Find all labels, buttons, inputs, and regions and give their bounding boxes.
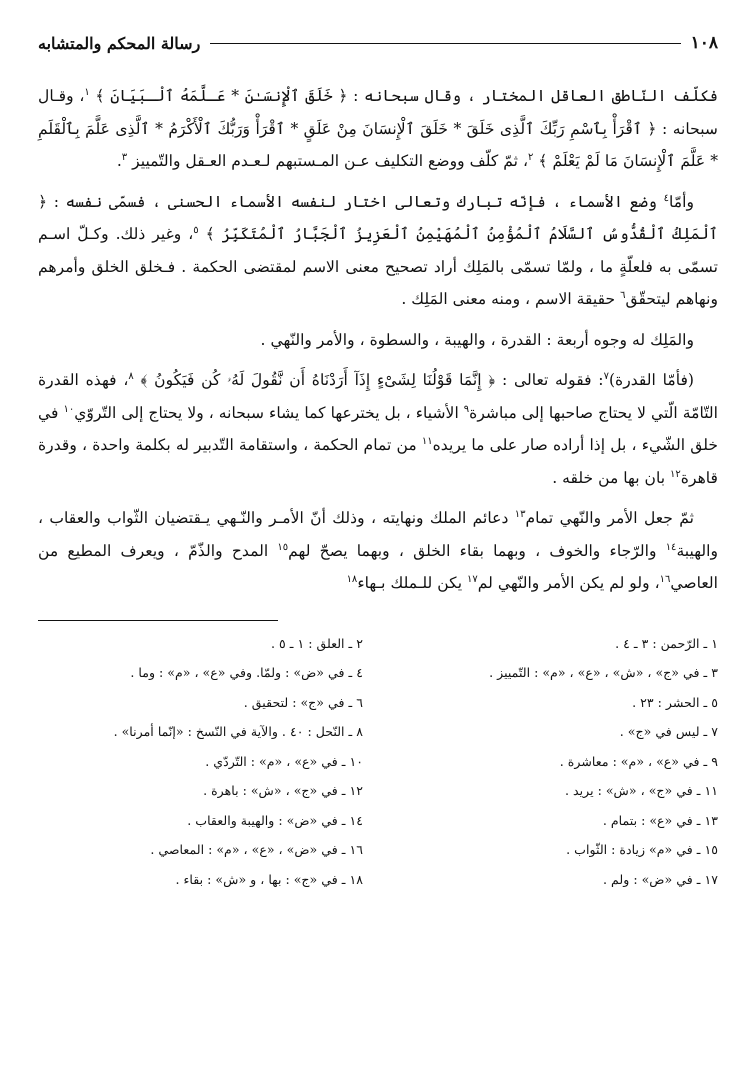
footnote: ٢ ـ العلق : ١ ـ ٥ .: [270, 635, 363, 651]
text-run: الأشياء ، بل يخترعها كما يشاء سبحانه ، ولا يحتاج إلى التّروّي: [74, 403, 464, 422]
footnote-marker: ٤: [663, 192, 670, 204]
text-run: وأمّا: [669, 192, 694, 211]
text-run: وضع الأسماء ، فإنّه تبارك وتعالى اختار لنفسه الأسماء الحسنى ، فسمّى نفسه : ﴿ ٱلْمَلِكُ ٱلْقُدُّوسُ ٱلسَّلَامُ ٱلْمُؤْمِنُ ٱلْمُهَيْمِنُ ٱلْعَزِيزُ ٱلْجَبَّارُ ٱلْمُتَكَبِّرُ ﴾: [38, 192, 718, 243]
footnote: ٣ ـ في «ج» ، «ش» ، «ع» ، «م» : التّمييز .: [489, 665, 718, 680]
text-run: يكن للـملك بـهاء: [357, 574, 467, 592]
text-run: المدح والذّمّ ، ويعرف المطيع من العاصي: [38, 541, 718, 592]
footnote-marker: ٢: [528, 151, 534, 163]
footnote: ٤ ـ في «ض» : ولمّا. وفي «ع» ، «م» : وما .: [130, 665, 363, 680]
text-run: .: [116, 152, 122, 170]
text-run: حقيقة الاسم ، ومنه معنى المَلِك .: [401, 290, 621, 308]
footnote: ١٧ ـ في «ض» : ولم .: [603, 871, 718, 887]
footnote-marker: ١١: [421, 435, 433, 447]
text-run: دعائم الملك ونهايته ، وذلك أنّ الأمـر والنّـهي يـقتضيان الثّواب والعقاب ، والهيبة: [38, 509, 719, 560]
text-run: ، وغير ذلك. وكـلّ اسـم تسمّى به فلعلّةٍ ما ، ولمّا تسمّى بالمَلِك أراد تصحيح معنى الاسم لمقتضى الحكمة . فـخلق الخلق وأمرهم ونهاهم ليتحقّق: [38, 225, 718, 308]
page-header: [38, 26, 718, 60]
paragraph: [38, 502, 718, 600]
footnote-marker: ١٢: [670, 468, 681, 480]
footnote-marker: ١٠: [63, 403, 75, 415]
footnote: ١٣ ـ في «ع» : بتمام .: [602, 812, 718, 828]
footnote: ١٦ ـ في «ض» ، «ع» ، «م» : المعاصي .: [150, 842, 363, 857]
footnote: ٨ ـ النّحل : ٤٠ . والآية في النّسخ : «إنّما أمرنا» .: [113, 724, 363, 739]
footnote-separator: [38, 620, 278, 621]
footnote-marker: ٨: [128, 370, 134, 382]
paragraph: [38, 186, 718, 316]
text-run: والمَلِك له وجوه أربعة : القدرة ، والهيبة ، والسطوة ، والأمر والنّهي .: [260, 330, 694, 349]
footnote-marker: ٩: [463, 403, 470, 415]
footnote-marker: ١٧: [467, 573, 478, 585]
text-run: فكلّف النّاطق العاقل المختار ، وقال سبحانه : ﴿ خَلَقَ ٱلْإِنسَـٰنَ * عَـلَّمَهُ ٱلْـبَيَانَ ﴾: [89, 87, 718, 105]
footnotes: [38, 629, 718, 895]
footnote: ١٤ ـ في «ض» : والهيبة والعقاب .: [187, 812, 363, 828]
text-run: بان بها من خلقه .: [552, 468, 671, 487]
text-run: ، ثمّ كلّف ووضع التكليف عـن المـستبهم لـعـدم العـقل والتّمييز: [127, 152, 529, 170]
footnote-marker: ٧: [603, 370, 609, 382]
text-run: ، فهذه القدرة التّامّة الّتي لا يحتاج صاحبها إلى مباشرة: [38, 371, 718, 422]
text-run: والرّجاء والخوف ، وبهما بقاء الخلق ، وبهما يصحّ لهم: [288, 541, 666, 560]
footnote: ١٨ ـ في «ج» : بها ، و «ش» : بقاء .: [175, 871, 363, 887]
text-run: ، وقـال سبحانه : ﴿ ٱقْرَأْ بِٱسْمِ رَبِّكَ ٱلَّذِى خَلَقَ * خَلَقَ ٱلْإِنسَانَ مِنْ عَلَقٍ * ٱقْرَأْ وَرَبُّكَ ٱلْأَكْرَمُ * ٱلَّذِى عَلَّمَ بِٱلْقَلَمِ * عَلَّمَ ٱلْإِنسَانَ مَا لَمْ يَعْلَمْ ﴾: [38, 87, 718, 170]
running-title: رسالة المحكم والمتشابه: [38, 33, 201, 53]
main-text: [38, 80, 718, 600]
footnote-marker: ٦: [620, 289, 626, 301]
book-page: [38, 26, 718, 894]
header-rule: [210, 43, 680, 44]
paragraph: [38, 324, 718, 357]
footnote: ١٠ ـ في «ع» ، «م» : التّردّي .: [205, 753, 363, 769]
footnote-marker: ٣: [121, 151, 128, 163]
footnote-marker: ١٤: [665, 541, 677, 553]
footnote-marker: ١٣: [514, 508, 526, 520]
footnote-marker: ١٦: [659, 573, 671, 585]
text-run: (فأمّا القدرة): [608, 371, 695, 389]
paragraph: [38, 80, 718, 178]
footnote-marker: ١٥: [277, 541, 289, 553]
footnote: ١ ـ الرّحمن : ٣ ـ ٤ .: [615, 635, 718, 651]
text-run: : فقوله تعالى : ﴿ إِنَّمَا قَوْلُنَا لِشَىْءٍ إِذَآ أَرَدْنَاهُ أَن نَّقُولَ لَهُۥ كُن فَيَكُونُ ﴾: [133, 371, 604, 389]
text-run: في خلق الشّيء ، بل إذا أراده صار على ما يريده: [38, 403, 719, 454]
footnote: ٩ ـ في «ع» ، «م» : معاشرة .: [559, 753, 718, 769]
page-number: ١٠٨: [690, 33, 718, 53]
text-run: ثمّ جعل الأمر والنّهي تمام: [525, 509, 695, 527]
footnote: ١٢ ـ في «ج» ، «ش» : باهرة .: [203, 783, 363, 798]
footnote-marker: ١: [84, 86, 90, 98]
footnote: ٦ ـ في «ج» : لتحقيق .: [243, 694, 363, 710]
footnote-marker: ١٨: [346, 573, 358, 585]
footnote-marker: ٥: [193, 224, 199, 236]
footnote: ١١ ـ في «ج» ، «ش» : يريد .: [565, 783, 718, 798]
paragraph: [38, 364, 718, 494]
text-run: من تمام الحكمة ، واستقامة التّدبير له بكلمة واحدة ، وقدرة قاهرة: [38, 436, 718, 487]
footnote: ١٥ ـ في «م» زيادة : الثّواب .: [566, 842, 718, 857]
text-run: ، ولو لم يكن الأمر والنّهي لم: [477, 574, 660, 592]
footnote: ٥ ـ الحشر : ٢٣ .: [632, 694, 718, 710]
footnote: ٧ ـ ليس في «ج» .: [619, 724, 718, 739]
